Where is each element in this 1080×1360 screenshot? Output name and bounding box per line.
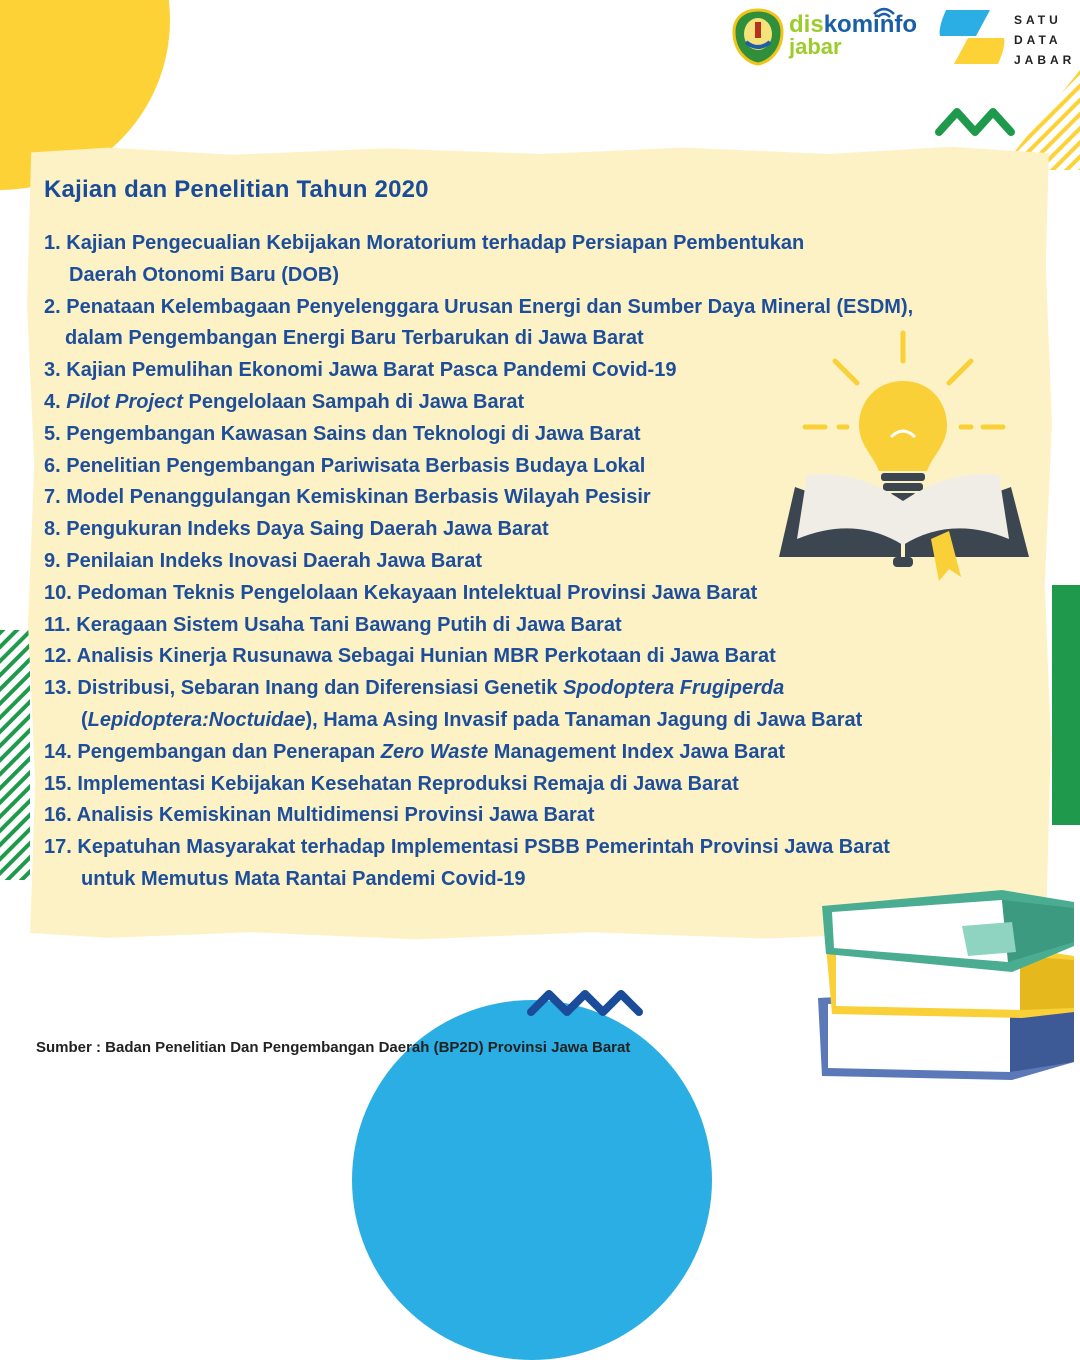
- list-item-number: 3.: [44, 359, 61, 382]
- list-item-text: Penelitian Pengembangan Pariwisata Berbasis Budaya Lokal: [66, 454, 646, 477]
- list-item: [44, 800, 1004, 832]
- list-item: [44, 610, 1004, 642]
- satu-data-logo-icon: [936, 6, 1008, 68]
- list-item-number: 4.: [44, 390, 61, 413]
- list-item-continuation: [44, 260, 1004, 292]
- list-item-text: Pengelolaan Sampah di Jawa Barat: [182, 390, 525, 413]
- list-item-text: Kajian Pemulihan Ekonomi Jawa Barat Pasca Pandemi Covid-19: [66, 359, 677, 382]
- list-item-text: ), Hama Asing Invasif pada Tanaman Jagung di Jawa Barat: [305, 708, 863, 731]
- wifi-icon: [872, 4, 896, 27]
- list-item-number: 11.: [44, 613, 71, 636]
- list-item-number: 16.: [44, 804, 72, 827]
- list-item-text: Penilaian Indeks Inovasi Daerah Jawa Barat: [66, 549, 482, 572]
- list-item-continuation: [44, 705, 1004, 737]
- list-item-text: Zero Waste: [380, 740, 489, 763]
- list-item-text: Spodoptera Frugiperda: [563, 677, 785, 700]
- list-item: [44, 737, 1004, 769]
- list-item-number: 6.: [44, 454, 61, 477]
- list-item-text: untuk Memutus Mata Rantai Pandemi Covid-19: [81, 867, 526, 890]
- list-item-text: dalam Pengembangan Energi Baru Terbarukan di Jawa Barat: [65, 327, 644, 350]
- list-item-text: Kepatuhan Masyarakat terhadap Implementasi PSBB Pemerintah Provinsi Jawa Barat: [77, 836, 890, 859]
- list-item-number: 2.: [44, 295, 61, 318]
- list-item-text: Analisis Kemiskinan Multidimensi Provinsi Jawa Barat: [76, 804, 595, 827]
- satu-data-line3: JABAR: [1014, 53, 1076, 67]
- list-item-text: Model Penanggulangan Kemiskinan Berbasis Wilayah Pesisir: [66, 486, 651, 509]
- list-item-number: 15.: [44, 772, 72, 795]
- list-item-text: Implementasi Kebijakan Kesehatan Reproduksi Remaja di Jawa Barat: [77, 772, 739, 795]
- list-item-number: 7.: [44, 486, 61, 509]
- satu-data-line2: DATA: [1014, 33, 1062, 47]
- book-stack-icon: [812, 882, 1080, 1080]
- list-item-text: Lepidoptera:Noctuidae: [87, 708, 306, 731]
- list-item-text: Keragaan Sistem Usaha Tani Bawang Putih di Jawa Barat: [76, 613, 622, 636]
- list-item-text: Daerah Otonomi Baru (DOB): [69, 263, 340, 286]
- list-item: [44, 641, 1004, 673]
- decor-green-zigzag: [935, 104, 1025, 140]
- list-item-text: Management Index Jawa Barat: [488, 740, 786, 763]
- lightbulb-book-icon: [775, 325, 1035, 585]
- list-item-number: 8.: [44, 518, 61, 541]
- satu-data-logo-text: [1014, 10, 1075, 70]
- list-item-number: 10.: [44, 581, 72, 604]
- list-item: [44, 292, 1004, 324]
- decor-blue-zigzag: [525, 986, 645, 1020]
- list-item-number: 1.: [44, 232, 61, 254]
- diskominfo-logo-part2: kominfo: [823, 11, 918, 38]
- list-item-number: 14.: [44, 740, 72, 763]
- diskominfo-logo: [789, 11, 918, 59]
- list-item: [44, 769, 1004, 801]
- decor-stripes-left: [0, 630, 30, 880]
- diskominfo-logo-part3: jabar: [789, 34, 842, 59]
- list-item-text: (: [81, 708, 88, 731]
- list-item-number: 5.: [44, 422, 61, 445]
- list-item-number: 17.: [44, 836, 72, 859]
- list-item-number: 12.: [44, 645, 72, 668]
- list-item-number: 9.: [44, 549, 61, 572]
- list-item-text: Pengukuran Indeks Daya Saing Daerah Jawa Barat: [66, 518, 549, 541]
- list-item-text: Analisis Kinerja Rusunawa Sebagai Hunian MBR Perkotaan di Jawa Barat: [76, 645, 776, 668]
- list-item-text: Pengembangan Kawasan Sains dan Teknologi di Jawa Barat: [66, 422, 641, 445]
- source-caption: Sumber : Badan Penelitian Dan Pengembangan Daerah (BP2D) Provinsi Jawa Barat: [36, 1039, 631, 1056]
- list-item: [44, 832, 1004, 864]
- satu-data-line1: SATU: [1014, 13, 1062, 27]
- jabar-emblem-icon: [732, 8, 784, 66]
- list-item-text: Pengembangan dan Penerapan: [77, 740, 381, 763]
- list-item-text: Pedoman Teknis Pengelolaan Kekayaan Intelektual Provinsi Jawa Barat: [77, 581, 758, 604]
- diskominfo-logo-part1: dis: [789, 11, 824, 38]
- page-title: Kajian dan Penelitian Tahun 2020: [44, 176, 429, 203]
- decor-green-bar-right: [1052, 585, 1080, 825]
- list-item-text: Penataan Kelembagaan Penyelenggara Urusan Energi dan Sumber Daya Mineral (ESDM),: [66, 295, 914, 318]
- list-item-number: 13.: [44, 677, 72, 700]
- list-item-text: Distribusi, Sebaran Inang dan Diferensiasi Genetik: [77, 677, 564, 700]
- list-item-text: Kajian Pengecualian Kebijakan Moratorium terhadap Persiapan Pembentukan: [66, 232, 805, 254]
- list-item-text: Pilot Project: [66, 390, 183, 413]
- list-item: [44, 673, 1004, 705]
- list-item: [44, 228, 1004, 260]
